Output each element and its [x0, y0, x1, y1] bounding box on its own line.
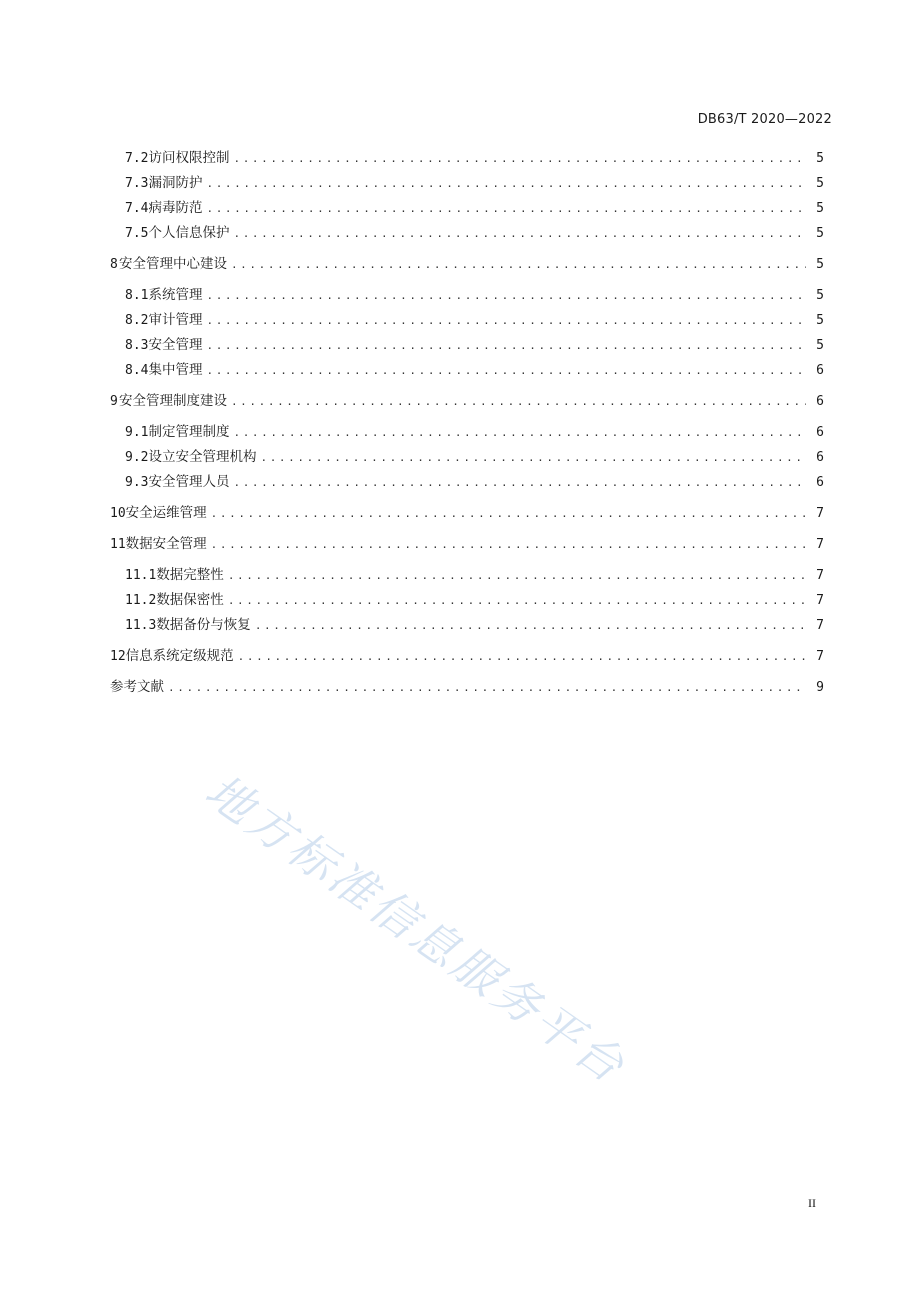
toc-entry-page: 6 [816, 425, 824, 440]
toc-entry-page: 9 [816, 680, 824, 695]
toc-entry-number: 8 [110, 257, 118, 272]
toc-leader-dots [206, 199, 806, 219]
toc-entry-number: 11.1 [125, 568, 157, 583]
toc-entry[interactable] [110, 285, 824, 306]
toc-leader-dots [231, 392, 806, 412]
toc-entry-title: 制定管理制度 [148, 424, 230, 440]
toc-entry-number: 11 [110, 537, 126, 552]
toc-entry[interactable] [110, 615, 824, 636]
toc-entry-title: 系统管理 [148, 287, 203, 303]
toc-entry-number: 9.2 [125, 450, 149, 465]
toc-entry-page: 6 [816, 450, 824, 465]
toc-entry-number: 11.2 [125, 593, 157, 608]
toc-entry[interactable] [110, 472, 824, 493]
toc-entry-title: 漏洞防护 [148, 175, 203, 191]
toc-entry[interactable] [110, 360, 824, 381]
toc-entry-title: 审计管理 [148, 312, 203, 328]
toc-leader-dots [228, 591, 806, 611]
toc-entry-title: 设立安全管理机构 [148, 449, 257, 465]
toc-leader-dots [206, 174, 806, 194]
toc-leader-dots [233, 473, 806, 493]
toc-entry-title: 安全管理 [148, 337, 203, 353]
toc-entry-number: 12 [110, 649, 126, 664]
toc-leader-dots [233, 149, 806, 169]
toc-entry-title: 病毒防范 [148, 200, 203, 216]
toc-leader-dots [228, 566, 806, 586]
toc-entry[interactable] [110, 677, 824, 698]
toc-entry-title: 数据完整性 [156, 567, 224, 583]
toc-entry-page: 5 [816, 201, 824, 216]
toc-leader-dots [231, 255, 806, 275]
toc-entry[interactable] [110, 198, 824, 219]
toc-entry[interactable] [110, 173, 824, 194]
toc-entry-number: 9.3 [125, 475, 149, 490]
toc-leader-dots [206, 286, 806, 306]
toc-leader-dots [206, 336, 806, 356]
toc-entry-page: 7 [816, 649, 824, 664]
toc-entry-page: 6 [816, 363, 824, 378]
toc-entry-title: 参考文献 [110, 679, 164, 695]
toc-entry-title: 数据安全管理 [125, 536, 207, 552]
watermark: 地方标准信息服务平台 [195, 763, 637, 1095]
toc-entry-title: 数据备份与恢复 [156, 617, 251, 633]
toc-entry[interactable] [110, 646, 824, 667]
toc-leader-dots [168, 678, 806, 698]
toc-entry-title: 信息系统定级规范 [125, 648, 234, 664]
toc-entry[interactable] [110, 148, 824, 169]
toc-entry[interactable] [110, 447, 824, 468]
toc-entry[interactable] [110, 310, 824, 331]
toc-entry[interactable] [110, 503, 824, 524]
toc-entry-title: 安全管理人员 [148, 474, 230, 490]
toc-entry-number: 7.3 [125, 176, 149, 191]
page-number: II [808, 1196, 816, 1210]
toc-entry-page: 6 [816, 475, 824, 490]
toc-entry-page: 7 [816, 537, 824, 552]
toc-entry[interactable] [110, 565, 824, 586]
toc-leader-dots [233, 423, 806, 443]
toc-leader-dots [206, 361, 806, 381]
toc-entry-page: 5 [816, 313, 824, 328]
toc-entry-page: 5 [816, 338, 824, 353]
toc-entry-number: 8.4 [125, 363, 149, 378]
toc-entry-title: 安全管理中心建设 [118, 256, 227, 272]
toc-leader-dots [255, 616, 806, 636]
toc-entry-number: 7.4 [125, 201, 149, 216]
toc-entry-number: 10 [110, 506, 126, 521]
toc-leader-dots [206, 311, 806, 331]
toc-leader-dots [211, 535, 806, 555]
toc-leader-dots [260, 448, 806, 468]
toc-entry-number: 8.3 [125, 338, 149, 353]
table-of-contents [110, 148, 824, 698]
toc-entry-page: 7 [816, 568, 824, 583]
toc-entry-number: 7.2 [125, 151, 149, 166]
toc-entry[interactable] [110, 534, 824, 555]
toc-entry[interactable] [110, 335, 824, 356]
toc-entry-page: 5 [816, 257, 824, 272]
toc-entry-number: 7.5 [125, 226, 149, 241]
toc-entry-number: 11.3 [125, 618, 157, 633]
toc-entry-page: 7 [816, 506, 824, 521]
toc-entry-page: 5 [816, 226, 824, 241]
toc-entry-page: 7 [816, 618, 824, 633]
toc-entry[interactable] [110, 254, 824, 275]
toc-entry-number: 8.2 [125, 313, 149, 328]
toc-leader-dots [233, 224, 806, 244]
toc-entry-number: 9.1 [125, 425, 149, 440]
toc-entry-number: 9 [110, 394, 118, 409]
toc-entry-page: 6 [816, 394, 824, 409]
toc-entry[interactable] [110, 422, 824, 443]
toc-entry-page: 5 [816, 176, 824, 191]
toc-entry-title: 个人信息保护 [148, 225, 230, 241]
toc-entry-title: 数据保密性 [156, 592, 224, 608]
document-code: DB63/T 2020—2022 [697, 112, 832, 127]
toc-entry-page: 7 [816, 593, 824, 608]
toc-entry-title: 安全运维管理 [125, 505, 207, 521]
toc-entry-title: 访问权限控制 [148, 150, 230, 166]
toc-entry[interactable] [110, 223, 824, 244]
toc-entry-title: 集中管理 [148, 362, 203, 378]
toc-entry[interactable] [110, 391, 824, 412]
toc-entry[interactable] [110, 590, 824, 611]
toc-entry-page: 5 [816, 288, 824, 303]
toc-leader-dots [238, 647, 806, 667]
toc-entry-page: 5 [816, 151, 824, 166]
toc-entry-title: 安全管理制度建设 [118, 393, 227, 409]
toc-entry-number: 8.1 [125, 288, 149, 303]
toc-leader-dots [211, 504, 806, 524]
